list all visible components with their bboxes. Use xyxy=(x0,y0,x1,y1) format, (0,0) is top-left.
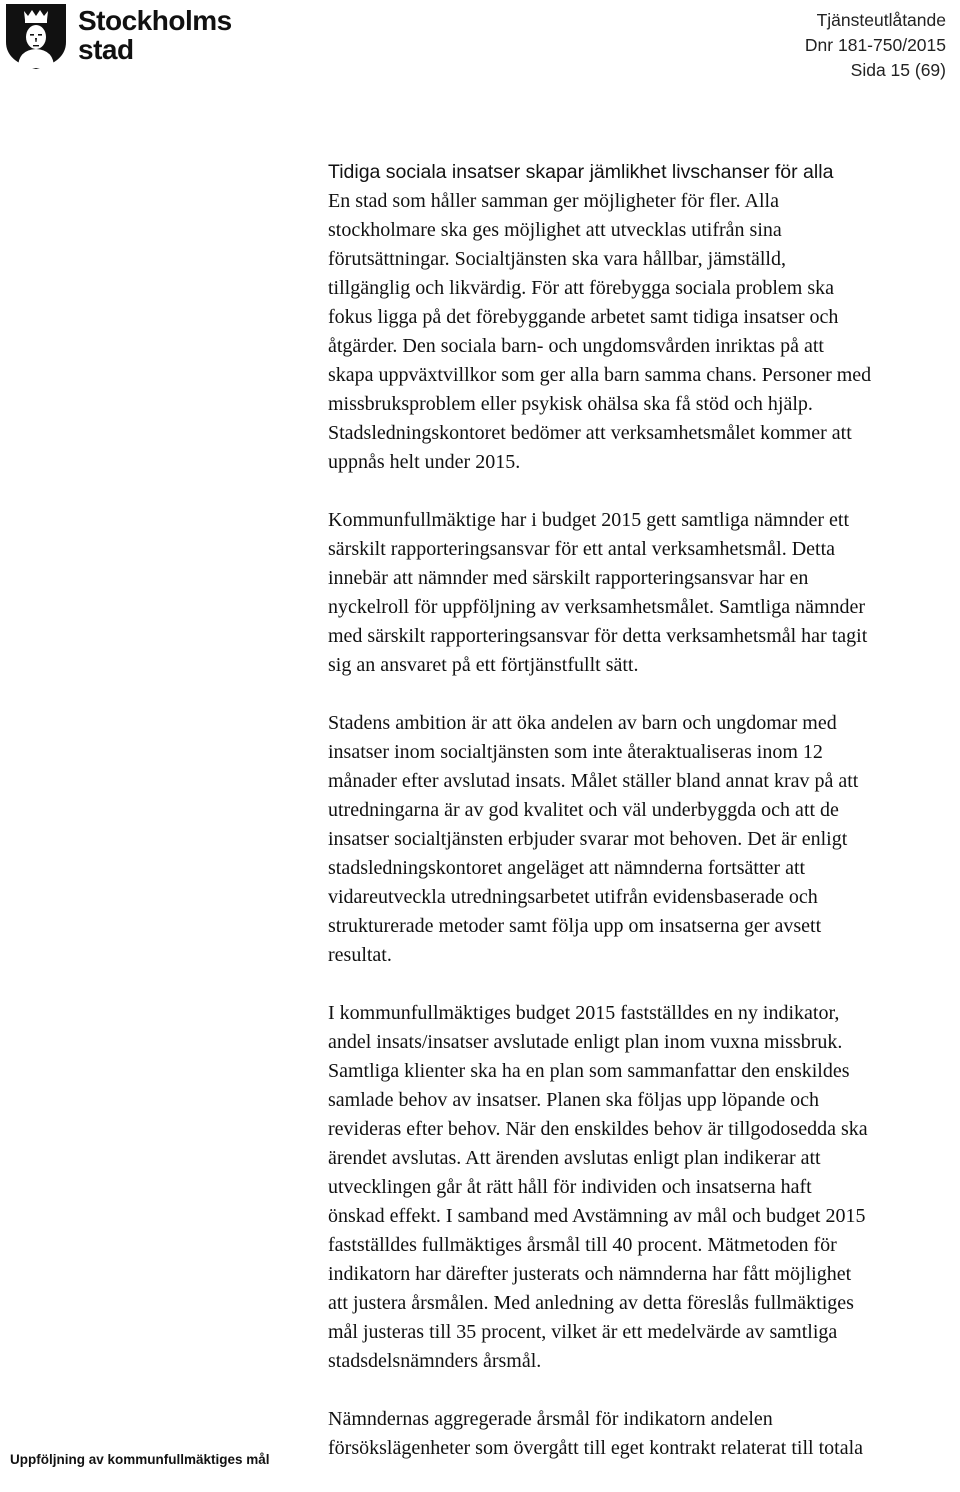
text-line: insatser socialtjänsten erbjuder svarar mot behoven. Det är enligt xyxy=(328,828,848,850)
logo-line-1: Stockholms xyxy=(78,5,232,36)
text-line: tillgänglig och likvärdig. För att förebygga sociala problem ska xyxy=(328,277,834,299)
page-footer: Uppföljning av kommunfullmäktiges mål xyxy=(10,1452,270,1467)
document-meta xyxy=(805,8,946,83)
text-line: andel insats/insatser avslutade enligt plan inom vuxna missbruk. xyxy=(328,1031,843,1053)
text-line: fastställdes fullmäktiges årsmål till 40 procent. Mätmetoden för xyxy=(328,1234,837,1256)
page-number: Sida 15 (69) xyxy=(850,60,946,80)
text-line: Stadens ambition är att öka andelen av barn och ungdomar med xyxy=(328,712,837,734)
text-line: Nämndernas aggregerade årsmål för indikatorn andelen xyxy=(328,1408,773,1430)
text-line: indikatorn har därefter justerats och nämnderna har fått möjlighet xyxy=(328,1263,852,1285)
document-type: Tjänsteutlåtande xyxy=(816,10,946,30)
text-line: Stadsledningskontoret bedömer att verksamhetsmålet kommer att xyxy=(328,422,852,444)
logo-line-2: stad xyxy=(78,34,134,65)
text-line: strukturerade metoder samt följa upp om insatserna ger avsett xyxy=(328,915,822,937)
paragraph xyxy=(328,506,958,680)
text-line: missbruksproblem eller psykisk ohälsa ska få stöd och hjälp. xyxy=(328,393,813,415)
text-line: stadsledningskontoret angeläget att nämnderna fortsätter att xyxy=(328,857,806,879)
text-line: skapa uppväxtvillkor som ger alla barn samma chans. Personer med xyxy=(328,364,872,386)
paragraph xyxy=(328,187,958,477)
text-line: innebär att nämnder med särskilt rapporteringsansvar har en xyxy=(328,567,809,589)
body-text xyxy=(328,187,958,1463)
main-content xyxy=(328,158,958,1492)
section-heading: Tidiga sociala insatser skapar jämlikhet livschanser för alla xyxy=(328,161,834,183)
paragraph xyxy=(328,1405,958,1463)
text-line: utvecklingen går åt rätt håll för individen och insatserna haft xyxy=(328,1176,812,1198)
text-line: önskad effekt. I samband med Avstämning av mål och budget 2015 xyxy=(328,1205,866,1227)
text-line: månader efter avslutad insats. Målet ställer bland annat krav på att xyxy=(328,770,859,792)
text-line: med särskilt rapporteringsansvar för detta verksamhetsmål har tagit xyxy=(328,625,868,647)
text-line: att justera årsmålen. Med anledning av detta föreslås fullmäktiges xyxy=(328,1292,854,1314)
text-line: uppnås helt under 2015. xyxy=(328,451,521,473)
text-line: stockholmare ska ges möjlighet att utvecklas utifrån sina xyxy=(328,219,782,241)
text-line: ärendet avslutas. Att ärenden avslutas enligt plan indikerar att xyxy=(328,1147,821,1169)
text-line: I kommunfullmäktiges budget 2015 fastställdes en ny indikator, xyxy=(328,1002,840,1024)
text-line: fokus ligga på det förebyggande arbetet samt tidiga insatser och xyxy=(328,306,839,328)
logo-wordmark xyxy=(78,6,232,64)
text-line: mål justeras till 35 procent, vilket är ett medelvärde av samtliga xyxy=(328,1321,838,1343)
text-line: åtgärder. Den sociala barn- och ungdomsvården inriktas på att xyxy=(328,335,824,357)
text-line: särskilt rapporteringsansvar för ett antal verksamhetsmål. Detta xyxy=(328,538,836,560)
text-line: stadsdelsnämnders årsmål. xyxy=(328,1350,542,1372)
paragraph xyxy=(328,999,958,1376)
document-number: Dnr 181-750/2015 xyxy=(804,35,946,55)
crest-icon xyxy=(4,2,68,70)
text-line: sig an ansvaret på ett förtjänstfullt sätt. xyxy=(328,654,639,676)
text-line: försökslägenheter som övergått till eget kontrakt relaterat till totala xyxy=(328,1437,864,1459)
text-line: utredningarna är av god kvalitet och väl underbyggda och att de xyxy=(328,799,839,821)
paragraph xyxy=(328,709,958,970)
text-line: Kommunfullmäktige har i budget 2015 gett samtliga nämnder ett xyxy=(328,509,849,531)
text-line: förutsättningar. Socialtjänsten ska vara hållbar, jämställd, xyxy=(328,248,786,270)
stockholms-stad-logo xyxy=(4,2,244,72)
text-line: insatser inom socialtjänsten som inte återaktualiseras inom 12 xyxy=(328,741,823,763)
text-line: revideras efter behov. När den enskildes behov är tillgodosedda ska xyxy=(328,1118,868,1140)
text-line: nyckelroll för uppföljning av verksamhetsmålet. Samtliga nämnder xyxy=(328,596,866,618)
text-line: vidareutveckla utredningsarbetet utifrån evidensbaserade och xyxy=(328,886,818,908)
text-line: Samtliga klienter ska ha en plan som sammanfattar den enskildes xyxy=(328,1060,850,1082)
text-line: samlade behov av insatser. Planen ska följas upp löpande och xyxy=(328,1089,819,1111)
text-line: En stad som håller samman ger möjligheter för fler. Alla xyxy=(328,190,779,212)
text-line: resultat. xyxy=(328,944,392,966)
